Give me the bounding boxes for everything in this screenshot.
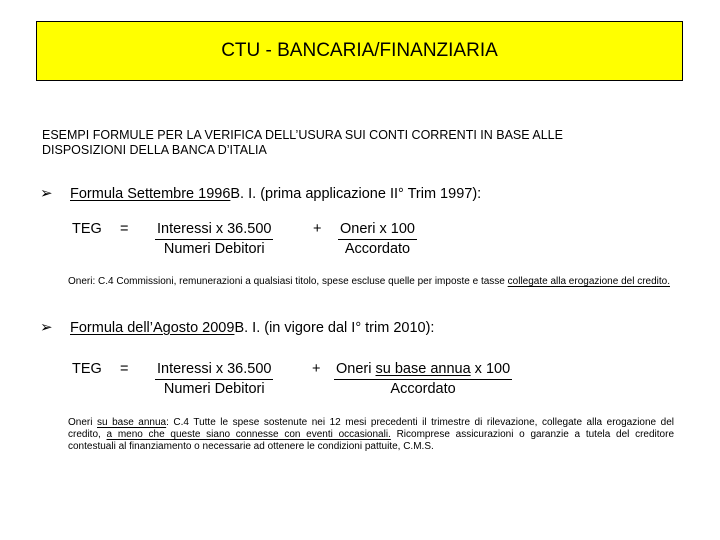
section1-heading (40, 184, 481, 202)
section1-heading-underlined: Formula Settembre 1996 (70, 186, 231, 202)
intro-line-2: DISPOSIZIONI DELLA BANCA D’ITALIA (42, 143, 267, 157)
fees-numerator: Oneri x 100 (338, 220, 417, 240)
teg-label: TEG (72, 361, 102, 377)
title-banner (36, 21, 683, 81)
fees-fraction (338, 220, 417, 259)
annual-fees-numerator-b: su base annua (375, 361, 471, 377)
interest-fraction (155, 360, 273, 399)
interest-denominator: Numeri Debitori (163, 381, 265, 397)
interest-numerator: Interessi x 36.500 (155, 220, 273, 240)
section1-note (68, 276, 674, 288)
banner-title: CTU - BANCARIA/FINANZIARIA (221, 40, 498, 61)
annual-fees-numerator-c: x 100 (470, 361, 511, 377)
section2-heading-underlined: Formula dell’Agosto 2009 (70, 320, 235, 336)
plus-sign: + (312, 361, 321, 377)
section2-note-d: a meno che queste siano connesse con eventi occasionali. (106, 429, 391, 440)
intro-line-1: ESEMPI FORMULE PER LA VERIFICA DELL’USURA SUI CONTI CORRENTI IN BASE ALLE (42, 128, 563, 142)
section2-heading-rest: B. I. (in vigore dal I° trim 2010): (234, 320, 435, 336)
section2-note (68, 417, 674, 453)
interest-denominator: Numeri Debitori (163, 241, 265, 257)
plus-sign: + (313, 221, 322, 237)
section1-note-underlined: collegate alla erogazione del credito. (507, 276, 670, 287)
section2-note-e: Ricomprese assicurazioni o garanzie a tutela del creditore contestuali al finanziamento o necessarie ad ottenere le condizioni pattuite, C.M.S. (68, 429, 674, 452)
equals-sign: = (120, 361, 129, 377)
intro-text (42, 128, 642, 158)
annual-fees-numerator (334, 360, 512, 380)
section2-note-c: : C.4 Tutte le spese sostenute nei 12 mesi precedenti il trimestre di rilevazione, collegate alla erogazione del credito, (68, 417, 674, 440)
fees-denominator: Accordato (344, 241, 411, 257)
section2-heading (40, 318, 434, 336)
section2-note-b: su base annua (97, 417, 167, 428)
arrow-bullet-icon: ➢ (40, 185, 53, 202)
interest-fraction (155, 220, 273, 259)
section1-heading-rest: B. I. (prima applicazione II° Trim 1997): (230, 186, 482, 202)
equals-sign: = (120, 221, 129, 237)
section1-note-text: Oneri: C.4 Commissioni, remunerazioni a qualsiasi titolo, spese escluse quelle per imposte e tasse (68, 276, 508, 287)
annual-fees-numerator-a: Oneri (336, 361, 376, 377)
annual-fees-fraction (334, 360, 512, 399)
interest-numerator: Interessi x 36.500 (155, 360, 273, 380)
arrow-bullet-icon: ➢ (40, 319, 53, 336)
section2-note-a: Oneri (68, 417, 97, 428)
teg-label: TEG (72, 221, 102, 237)
annual-fees-denominator: Accordato (390, 381, 456, 397)
